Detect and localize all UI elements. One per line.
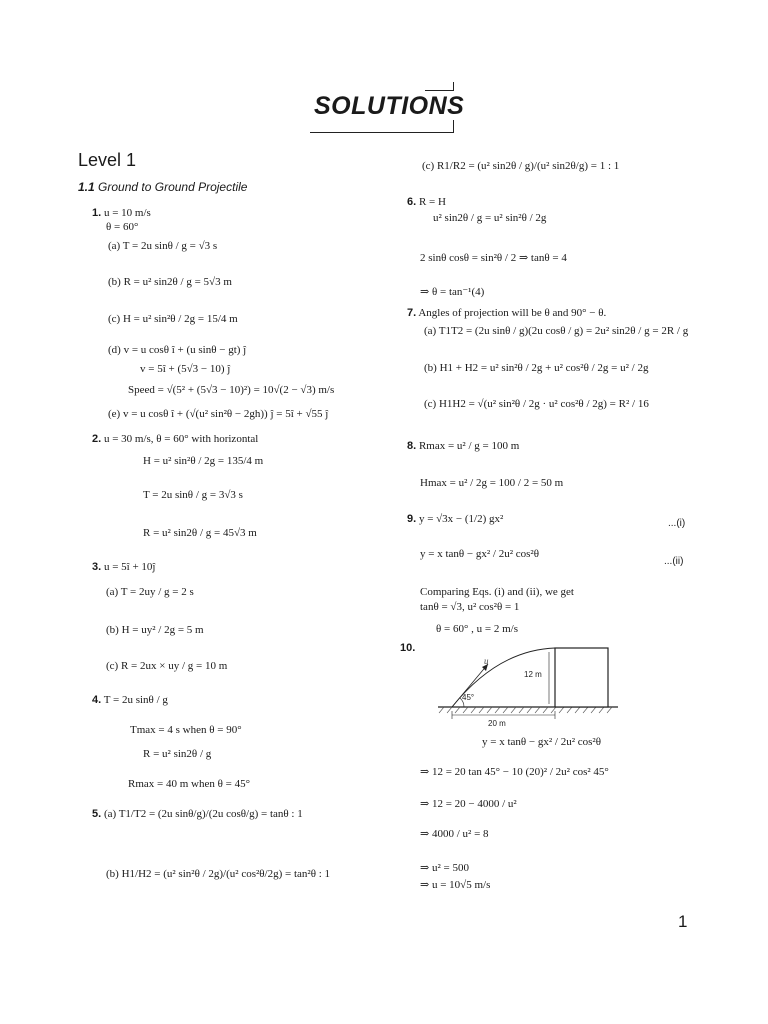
question-number: 8.	[407, 440, 417, 452]
right-line	[420, 766, 609, 779]
equation-text: ⇒ 12 = 20 − 4000 / u²	[420, 798, 517, 810]
question-number: 9.	[407, 513, 417, 525]
title-bracket-top	[425, 82, 454, 91]
level-heading: Level 1	[78, 150, 137, 170]
left-line	[106, 624, 204, 637]
right-line	[424, 398, 649, 411]
equation-text: (d) v = u cosθ î + (u sinθ − gt) ĵ	[108, 344, 247, 356]
left-line	[108, 240, 217, 253]
question-number: 3.	[92, 561, 102, 573]
equation-text: (c) H1H2 = √(u² sin²θ / 2g · u² cos²θ / 2g) = R² / 16	[424, 398, 649, 410]
equation-text: (b) H = uy² / 2g = 5 m	[106, 624, 204, 636]
right-line	[433, 212, 546, 225]
question-number: 4.	[92, 694, 102, 706]
question-number: 5.	[92, 808, 102, 820]
u-label: u	[484, 656, 489, 666]
right-line	[436, 623, 518, 636]
page-title: SOLUTIONS	[314, 92, 465, 120]
equation-text: (a) T = 2uy / g = 2 s	[106, 586, 194, 598]
left-line	[143, 489, 243, 502]
right-line	[420, 252, 567, 265]
question-number: 2.	[92, 433, 102, 445]
right-line	[407, 440, 519, 453]
left-line	[92, 561, 155, 574]
equation-text: y = x tanθ − gx² / 2u² cos²θ	[420, 548, 539, 560]
equation-text: Speed = √(5² + (5√3 − 10)²) = 10√(2 − √3) m/s	[128, 384, 335, 396]
equation-text: u² sin2θ / g = u² sin²θ / 2g	[433, 212, 547, 224]
equation-text: Angles of projection will be θ and 90° − θ.	[418, 307, 607, 319]
left-line	[140, 363, 230, 376]
section-name: Ground to Ground Projectile	[98, 180, 248, 194]
equation-text: Hmax = u² / 2g = 100 / 2 = 50 m	[420, 477, 564, 489]
left-line	[108, 276, 232, 289]
equation-text: ⇒ u² = 500	[420, 862, 469, 874]
left-line	[106, 586, 194, 599]
left-line	[92, 808, 303, 821]
question-number: 1.	[92, 207, 102, 219]
equation-text: T = 2u sinθ / g = 3√3 s	[143, 489, 243, 501]
equation-text: Rmax = 40 m when θ = 45°	[128, 778, 250, 790]
left-line	[130, 724, 242, 737]
question-number: 10.	[400, 642, 416, 654]
equation-text: (b) H1/H2 = (u² sin²θ / 2g)/(u² cos²θ/2g) = tan²θ : 1	[106, 868, 331, 880]
right-line	[420, 798, 517, 811]
right-line	[400, 642, 415, 655]
left-line	[92, 207, 151, 220]
title-bracket-bottom	[310, 120, 454, 133]
equation-text: (b) R = u² sin2θ / g = 5√3 m	[108, 276, 232, 288]
equation-text: θ = 60° , u = 2 m/s	[436, 623, 518, 635]
height-label: 12 m	[524, 670, 542, 679]
equation-text: H = u² sin²θ / 2g = 135/4 m	[143, 455, 264, 467]
right-line	[482, 736, 601, 749]
equation-tag-i: ...(i)	[668, 518, 686, 529]
right-line	[420, 548, 539, 561]
equation-text: (c) R1/R2 = (u² sin2θ / g)/(u² sin2θ/g) = 1 : 1	[422, 160, 620, 172]
right-line	[420, 879, 490, 892]
question-number: 7.	[407, 307, 417, 319]
equation-text: T = 2u sinθ / g	[103, 694, 168, 706]
left-line	[108, 313, 238, 326]
right-line	[424, 325, 688, 338]
right-line	[407, 196, 446, 209]
equation-text: Tmax = 4 s when θ = 90°	[130, 724, 242, 736]
equation-text: (a) T1T2 = (2u sinθ / g)(2u cosθ / g) = 2u² sin2θ / g = 2R / g	[424, 325, 689, 337]
right-line	[424, 362, 648, 375]
right-line	[420, 828, 489, 841]
right-line	[422, 160, 619, 173]
equation-text: 2 sinθ cosθ = sin²θ / 2 ⇒ tanθ = 4	[420, 252, 567, 264]
left-line	[128, 778, 250, 791]
page-number: 1	[678, 912, 688, 931]
equation-text: θ = 60°	[106, 221, 139, 233]
left-line	[106, 868, 330, 881]
equation-text: (b) H1 + H2 = u² sin²θ / 2g + u² cos²θ / 2g = u² / 2g	[424, 362, 649, 374]
right-line	[420, 286, 484, 299]
left-line	[92, 694, 168, 707]
equation-tag-ii: ...(ii)	[664, 556, 684, 567]
left-line	[143, 455, 263, 468]
equation-text: (a) T = 2u sinθ / g = √3 s	[108, 240, 218, 252]
ground-hatch	[439, 707, 612, 713]
equation-text: (a) T1/T2 = (2u sinθ/g)/(2u cosθ/g) = tanθ : 1	[103, 808, 303, 820]
angle-label: 45°	[462, 693, 475, 702]
question-number: 6.	[407, 196, 417, 208]
equation-text: (e) v = u cosθ î + (√(u² sin²θ − 2gh)) ĵ = 5î + √55 ĵ	[108, 408, 329, 420]
equation-text: y = x tanθ − gx² / 2u² cos²θ	[482, 736, 601, 748]
right-line	[407, 513, 503, 526]
right-line	[420, 477, 563, 490]
left-line	[128, 384, 334, 397]
equation-text: tanθ = √3, u² cos²θ = 1	[420, 601, 520, 613]
projectile-figure	[438, 640, 618, 732]
equation-text: v = 5î + (5√3 − 10) ĵ	[140, 363, 231, 375]
equation-text: ⇒ 4000 / u² = 8	[420, 828, 489, 840]
left-line	[106, 221, 138, 234]
equation-text: (c) H = u² sin²θ / 2g = 15/4 m	[108, 313, 238, 325]
equation-text: u = 10 m/s	[103, 207, 151, 219]
right-line	[420, 601, 519, 614]
equation-text: Comparing Eqs. (i) and (ii), we get	[420, 586, 574, 598]
section-number: 1.1	[78, 180, 95, 194]
left-line	[108, 344, 246, 357]
left-line	[143, 748, 211, 761]
wall-block	[555, 648, 608, 707]
right-line	[420, 586, 574, 599]
equation-text: ⇒ 12 = 20 tan 45° − 10 (20)² / 2u² cos² 45°	[420, 766, 609, 778]
left-line	[143, 527, 257, 540]
equation-text: y = √3x − (1/2) gx²	[418, 513, 504, 525]
section-heading	[78, 180, 247, 194]
equation-text: R = H	[418, 196, 446, 208]
equation-text: (c) R = 2ux × uy / g = 10 m	[106, 660, 228, 672]
equation-text: ⇒ u = 10√5 m/s	[420, 879, 491, 891]
right-line	[420, 862, 469, 875]
left-line	[92, 433, 258, 446]
equation-text: R = u² sin2θ / g	[143, 748, 212, 760]
equation-text: u = 30 m/s, θ = 60° with horizontal	[103, 433, 259, 445]
right-line	[407, 307, 606, 320]
left-line	[108, 408, 328, 421]
left-line	[106, 660, 227, 673]
equation-text: Rmax = u² / g = 100 m	[418, 440, 520, 452]
width-label: 20 m	[488, 719, 506, 728]
equation-text: u = 5î + 10ĵ	[103, 561, 156, 573]
equation-text: ⇒ θ = tan⁻¹(4)	[420, 286, 485, 298]
equation-text: R = u² sin2θ / g = 45√3 m	[143, 527, 257, 539]
